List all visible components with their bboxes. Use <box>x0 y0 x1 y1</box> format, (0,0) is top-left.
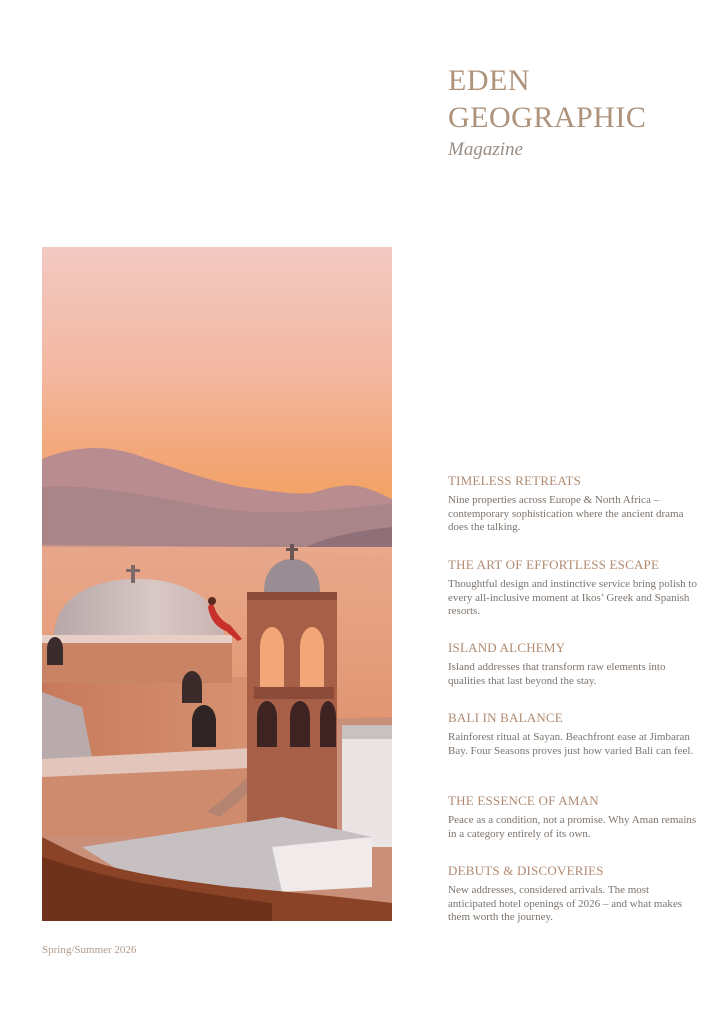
article-body: New addresses, considered arrivals. The most anticipated hotel openings of 2026 – and what makes them worth the journey. <box>448 884 682 924</box>
masthead <box>448 62 708 161</box>
article-timeless-retreats[interactable] <box>448 473 698 535</box>
article-body: Nine properties across Europe & North Africa – contemporary sophistication where the ancient drama does the talking. <box>448 494 684 534</box>
article-body: Thoughtful design and instinctive service bring polish to every all-inclusive moment at Ikos’ Greek and Spanish resorts. <box>448 578 697 618</box>
cover-photo <box>42 247 392 921</box>
article-bali-in-balance[interactable] <box>448 710 698 758</box>
issue-label: Spring/Summer 2026 <box>42 944 137 956</box>
article-body: Rainforest ritual at Sayan. Beachfront ease at Jimbaran Bay. Four Seasons proves just how varied Bali can feel. <box>448 731 694 757</box>
masthead-subtitle: Magazine <box>448 139 523 160</box>
article-debuts-discoveries[interactable] <box>448 863 698 925</box>
masthead-title-line2: GEOGRAPHIC <box>448 101 647 134</box>
article-heading: THE ESSENCE OF AMAN <box>448 793 599 808</box>
article-essence-of-aman[interactable] <box>448 793 698 841</box>
article-heading: TIMELESS RETREATS <box>448 473 582 488</box>
article-island-alchemy[interactable] <box>448 640 698 688</box>
article-heading: ISLAND ALCHEMY <box>448 640 566 655</box>
article-art-of-effortless-escape[interactable] <box>448 557 698 619</box>
article-heading: THE ART OF EFFORTLESS ESCAPE <box>448 557 660 572</box>
article-heading: DEBUTS & DISCOVERIES <box>448 863 604 878</box>
article-body: Island addresses that transform raw elements into qualities that last beyond the stay. <box>448 661 666 687</box>
article-body: Peace as a condition, not a promise. Why Aman remains in a category entirely of its own. <box>448 814 697 840</box>
article-heading: BALI IN BALANCE <box>448 710 563 725</box>
masthead-title-line1: EDEN <box>448 64 530 97</box>
